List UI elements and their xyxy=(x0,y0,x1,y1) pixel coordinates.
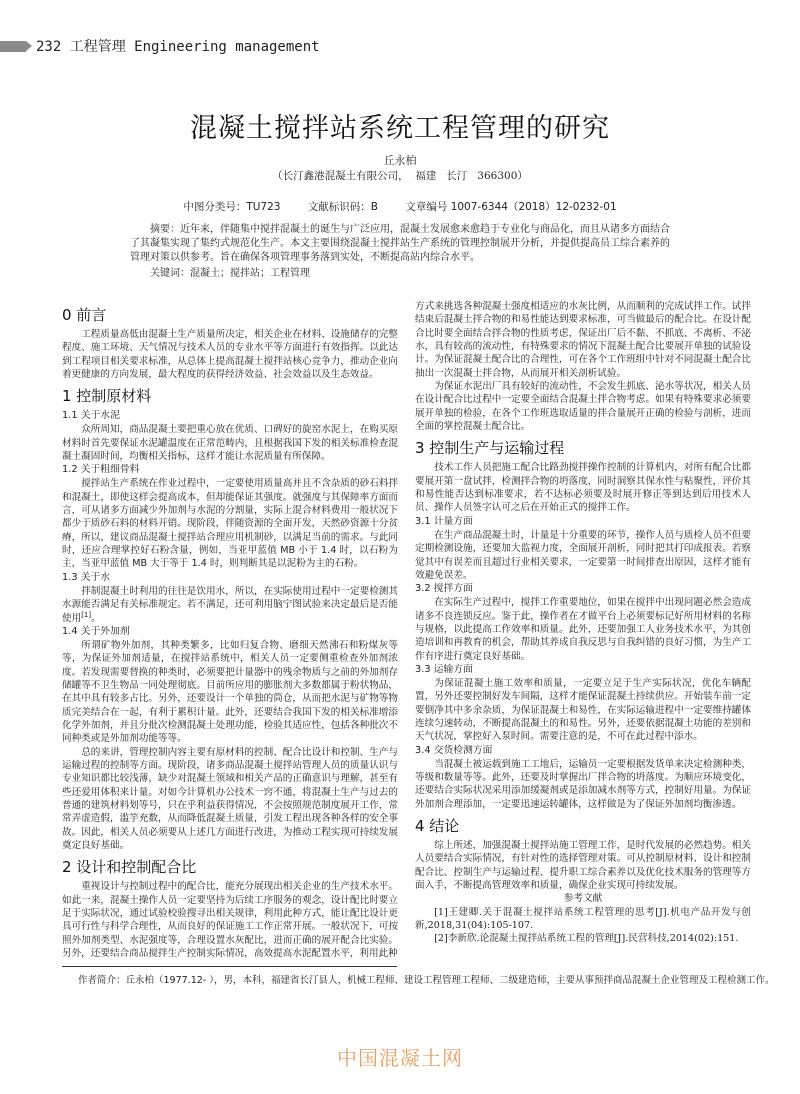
paragraph: 为保证混凝土施工效率和质量，一定要立足于生产实际状况，优化车辆配置，另外还要控制好发车间隔，这样才能保证混凝土持续供应。开始装车前一定要倒净其中多余杂质，为保证混凝土和易性，在实际运输进程中一定要维持罐体连续匀速转动，不断提高混凝土的和易性。另外，还要依据混凝土功能的差别和天气状况，掌控好入泵时间。需要注意的是，不可在此过程中添水。 xyxy=(415,677,751,743)
keywords: 关键词：混凝土；搅拌站；工程管理 xyxy=(150,268,310,279)
reference-item: [1]王建卿.关于混凝土搅拌站系统工程管理的思考[J].机电产品开发与创新,2018,31(04):105-107. xyxy=(415,906,751,932)
paragraph: 重视设计与控制过程中的配合比，能充分展现出相关企业的生产技术水平。如此一来，混凝土操作人员一定要坚持为后续工序服务的观念，设计配比时要立足于实际状况，通过试验校验搜寻出相关规律，利用此种方式，能让配比设计更具可行性与科学合理性，从而良好的保证施工工作正常开展。一般状况下，可按照外加剂类型、水泥强度等，合理设置水灰配比，进而正确的展开配合比实验。另外，还要结合商品搅拌生产控制实际情况，高效提高水泥配置水平，利用此种 xyxy=(62,881,398,960)
paragraph-end: 。 xyxy=(91,612,101,624)
author-bio-footnote: 作者简介：丘永柏（1977.12- ），男，本科，福建省长汀县人，机械工程师、建设工程管理工程师、二级建造师，主要从事预拌商品混凝土企业管理及工程检测工作。 xyxy=(78,975,775,986)
paragraph: 众所周知，商品混凝土要把重心放在优质、口碑好的旋窑水泥上，在购买原材料时首先要保证水泥罐温度在正常范畴内，且根据我国下发的相关标准检查混凝土凝固时间，均衡相关指标，这样才能让水泥质量有所保障。 xyxy=(62,424,398,463)
paragraph: 当混凝土被运载到施工工地后，运输员一定要根据发货单来决定检测种类，等级和数量等等。此外，还要及时掌握出厂拌合物的坍落度。为顺应环境变化，还要结合实际状况采用添加缓凝剂或是添加减水剂等方式，控制好用量。为保证外加剂合理添加，一定要迅速运转罐体，这样做是为了保证外加剂均衡渗透。 xyxy=(415,758,751,810)
running-head-text: 232 工程管理 Engineering management xyxy=(36,39,320,55)
article-title: 混凝土搅拌站系统工程管理的研究 xyxy=(190,113,610,144)
section-heading-1: 1 控制原材料 xyxy=(62,387,152,406)
subsection-heading: 1.4 关于外加剂 xyxy=(62,625,130,637)
watermark-logo: 中国混凝土网 xyxy=(337,1046,463,1070)
section-heading-4: 4 结论 xyxy=(415,817,460,835)
header-arrow-icon xyxy=(0,41,26,52)
subsection-heading: 1.3 关于水 xyxy=(62,571,111,583)
reference-item: [2]李新欣.论混凝土搅拌站系统工程的管理[J].民营科技,2014(02):151. xyxy=(434,933,739,945)
subsection-heading: 3.1 计量方面 xyxy=(415,515,473,527)
abstract: 摘要：近年来，伴随集中搅拌混凝土的诞生与广泛应用，混凝土发展愈来愈趋于专业化与商品化，而且从诸多方面结合了其凝集实现了集约式规范化生产。本文主要围绕混凝土搅拌站生产系统的管理控制展开分析，并提供提高员工综合素养的管理对策以供参考。旨在确保各项管理事务落到实处，不断提高站内综合水平。 xyxy=(130,224,670,263)
subsection-heading: 3.2 搅拌方面 xyxy=(415,583,473,595)
references-heading: 参考文献 xyxy=(563,893,603,905)
article-number: 文章编号 1007-6344（2018）12-0232-01 xyxy=(405,201,617,213)
subsection-heading: 1.2 关于粗细骨料 xyxy=(62,464,140,476)
paragraph: 工程质量高低由混凝土生产质量所决定，相关企业在材料、设施储存的完整程度、施工环境、天气情况与技术人员的专业水平等方面进行有效指挥。以此达到工程项目相关要求标准，从总体上提高混凝土搅拌站核心竞争力，推动企业向着更健康的方向发展，最大程度的获得经济效益、社会效益以及生态效益。 xyxy=(62,329,398,381)
paragraph: 搅拌站生产系统在作业过程中，一定要使用质量高并且不含杂质的砂石料拌和混凝土，即使这样会提高成本，但却能保证其强度。就强度与其保障率方面而言，可从诸多方面减少外加剂与水泥的分割量，实际上混合材料费用一般状况下都少于质砂石料的材料开销。现阶段，伴随资源的全面开发，天然砂资源十分贫瘠，所以，建议商品混凝土搅拌站合理应用机制砂，以满足当前的需求。与此同时，还应合理掌控好石粉含量，例如，当亚甲蓝值 MB 小于 1.4 时，以石粉为主，当亚甲蓝值 MB 大于等于 1.4 时，则判断其是以泥粉为主的石粉。 xyxy=(62,478,398,570)
clc-number: 中图分类号：TU723 xyxy=(183,201,281,213)
subsection-heading: 3.4 交货检测方面 xyxy=(415,744,493,756)
section-heading-2: 2 设计和控制配合比 xyxy=(62,858,197,877)
paragraph xyxy=(62,585,398,625)
subsection-heading: 1.1 关于水泥 xyxy=(62,410,120,422)
classification-line xyxy=(0,199,800,214)
right-column xyxy=(415,300,751,946)
paragraph: 在实际生产过程中，搅拌工作重要地位，如果在搅拌中出现问题必然会造成诸多不良连锁反应。鉴于此，操作者在才做平台上必须要标记好所用材料的名称与规格，以此提高工作效率和质量。此外，还要加强工人业务技术水平，为其创造培训和再教育的机会，帮助其养成自我反思与自我纠错的良好习惯，为生产工作有序进行奠定良好基础。 xyxy=(415,597,751,662)
paragraph: 技术工作人员把施工配合比路劲搅拌操作控制的计算机内，对所有配合比都要展开第一盘试拌，检测拌合物的坍落度，同时洞察其保水性与粘聚性，评价其和易性能否达到标准要求，若不达标必须要及时展开修正等到达到后用技术人员、操作人员签字认可之后在开始正式的搅拌工作。 xyxy=(415,462,751,514)
footnote-divider xyxy=(62,966,397,967)
author-affiliation: （长汀鑫港混凝土有限公司， 福建 长汀 366300） xyxy=(272,170,528,182)
section-heading-3: 3 控制生产与运输过程 xyxy=(415,439,565,458)
paragraph: 在生产商品混凝土时，计量是十分重要的环节，操作人员与质检人员不但要定期检测设施，还要加大监视力度，全面展开剖析，同时把其打印成报表。若察觉其中有误差而且超过行业相关要求，一定要第一时间排查出原因，这样才能有效避免误差。 xyxy=(415,529,751,581)
paragraph: 总的来讲，管理控制内容主要有原材料的控制、配合比设计和控制、生产与运输过程的控制等方面。现阶段，诸多商品混凝土搅拌站管理人员的质量认识与专业知识都比较浅薄，缺少对混凝土领域和相关产品的正确意识与理解，甚至有些还爱用体积来计量。对如今计算机办公技术一窍不通，将混凝土生产与过去的普通的建筑材料划等号，只在乎利益获得情况，不会按照规范制度展开工作，常常弄虚造假，滥竽充数，从而降低混凝土质量，引发工程出现各种各样的安全事故。因此，相关人员必须要从上述几方面进行改进，为推动工程实现可持续发展奠定良好基础。 xyxy=(62,746,398,851)
citation-link[interactable]: [1] xyxy=(81,610,92,619)
section-heading-0: 0 前言 xyxy=(62,306,107,324)
author-name: 丘永柏 xyxy=(383,154,417,167)
paragraph-text: 拌制混凝土时利用的往往是饮用水，所以，在实际使用过程中一定要检测其水源能否满足有关标准规定。若不满足，还可利用脑宁图试验来决定最后是否能使用 xyxy=(62,585,398,624)
paragraph: 综上所述，加强混凝土搅拌站施工管理工作，是时代发展的必然趋势。相关人员要结合实际情况，有针对性的选择管理对策。可从控制原材料、设计和控制配合比、控制生产与运输过程、提升职工综合素养以及优化技术服务的管理等方面入手，不断提高管理效率和质量，确保企业实现可持续发展。 xyxy=(415,840,751,892)
paragraph-continued: 方式来挑选各种混凝土强度相适应的水灰比例，从而顺利的完成试拌工作。试拌结束后混凝土拌合物的和易性能达到要求标准，可当做最后的配合比。在设计配合比时要全面结合拌合物的性质考虑，保证出厂后不黏、不抓底、不离析、不泌水，具有较高的流动性，有特殊要求的情况下混凝土配合比要展开单独的试验设计。为保证混凝土配合比的合理性，可在各个工作班组中针对不同混凝土配合比抽出一次混凝土拌合物，从而展开相关剖析试验。 xyxy=(415,301,751,379)
document-code: 文献标识码：B xyxy=(307,201,379,213)
subsection-heading: 3.3 运输方面 xyxy=(415,663,473,675)
paragraph: 所谓矿物外加剂，其种类繁多，比如归复合物、磨细天然沸石和粉煤灰等等，为保证外加剂适量，在搅拌站系统中，相关人员一定要侧重检查外加剂浓度。若发现需要替换的种类时，必须要把计量器中的残余物质与之前的外加剂存储罐等不卫生物品一同处理彻底。目前所应用的膨胀剂大多数都属于粉状物品，在其中具有较多占比。另外，还要设计一个单独的筒仓，从而把水泥与矿物等物质完美结合在一起，有利于累积计量。此外，还要结合我国下发的相关标准增添化学外加剂，并且分批次检测混凝土处理功能，检验其适应性，包括各种批次不同种类或是外加剂功能等等。 xyxy=(62,639,398,745)
left-column xyxy=(62,300,398,960)
paragraph: 为保证水泥出厂具有较好的流动性，不会发生抓底、泌水等状况，相关人员在设计配合比过程中一定要全面结合混凝土拌合物考虑。如果有特殊要求必须要展开单独的检验，在各个工作班选取适量的拌合量展开正确的检验与剖析，进而全面的掌控混凝土配合比。 xyxy=(415,381,751,433)
running-header xyxy=(0,38,420,56)
